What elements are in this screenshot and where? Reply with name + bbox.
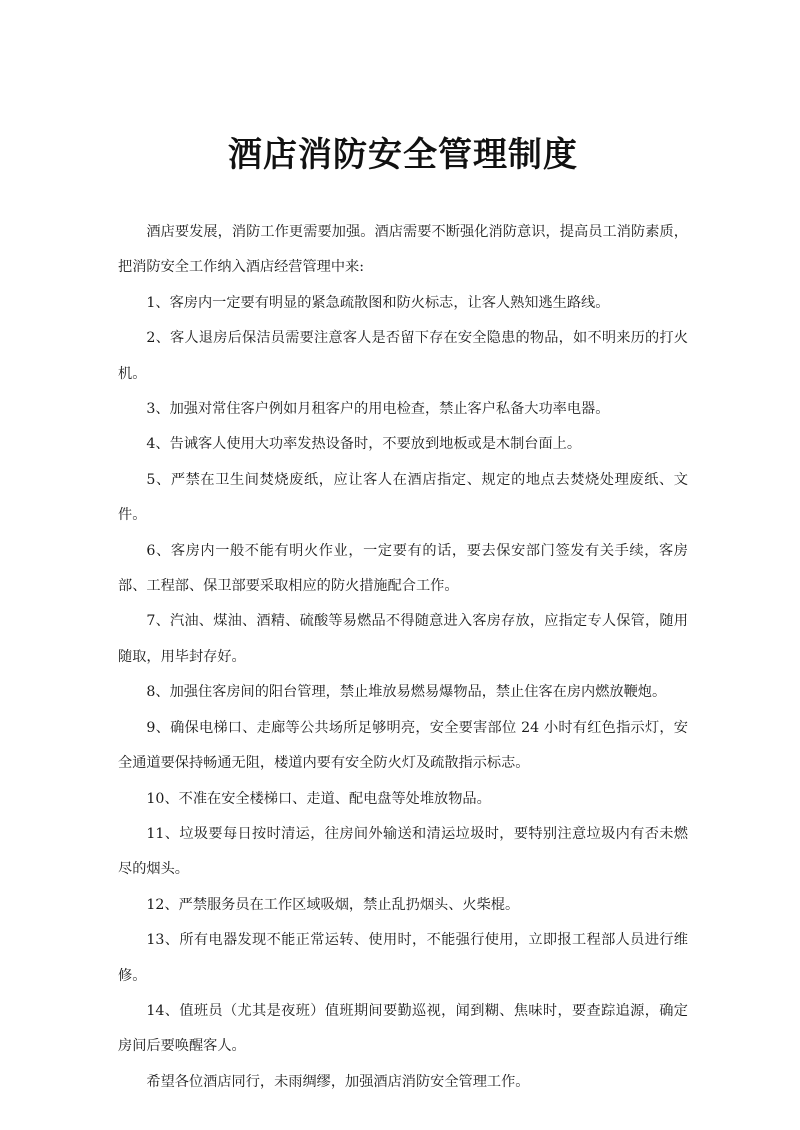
paragraph-intro: 酒店要发展，消防工作更需要加强。酒店需要不断强化消防意识，提高员工消防素质，把消防安全工作纳入酒店经营管理中来: bbox=[118, 224, 688, 276]
paragraph-item-6: 6、客房内一般不能有明火作业，一定要有的话，要去保安部门签发有关手续，客房部、工程部、保卫部要采取相应的防火措施配合工作。 bbox=[118, 542, 688, 595]
document-title: 酒店消防安全管理制度 bbox=[228, 135, 578, 175]
paragraph-item-2: 2、客人退房后保洁员需要注意客人是否留下存在安全隐患的物品，如不明来历的打火机。 bbox=[118, 330, 688, 382]
paragraph-item-14: 14、值班员（尤其是夜班）值班期间要勤巡视，闻到糊、焦味时，要查踪追源，确定房间后要唤醒客人。 bbox=[118, 1002, 688, 1055]
paragraph-item-7: 7、汽油、煤油、酒精、硫酸等易燃品不得随意进入客房存放，应指定专人保管，随用随取，用毕封存好。 bbox=[118, 613, 688, 665]
document-body bbox=[118, 215, 688, 1100]
paragraph-closing: 希望各位酒店同行，未雨绸缪，加强酒店消防安全管理工作。 bbox=[146, 1073, 530, 1090]
paragraph-item-12: 12、严禁服务员在工作区域吸烟，禁止乱扔烟头、火柴棍。 bbox=[146, 896, 520, 913]
paragraph-item-10: 10、不准在安全楼梯口、走道、配电盘等处堆放物品。 bbox=[146, 790, 491, 807]
paragraph-item-1: 1、客房内一定要有明显的紧急疏散图和防火标志，让客人熟知逃生路线。 bbox=[146, 294, 610, 311]
paragraph-item-5: 5、严禁在卫生间焚烧废纸，应让客人在酒店指定、规定的地点去焚烧处理废纸、文件。 bbox=[118, 471, 688, 524]
paragraph-item-11: 11、垃圾要每日按时清运，往房间外输送和清运垃圾时，要特别注意垃圾内有否未燃尽的烟头。 bbox=[118, 825, 688, 878]
paragraph-item-3: 3、加强对常住客户例如月租客户的用电检查，禁止客户私备大功率电器。 bbox=[146, 401, 610, 418]
paragraph-item-13: 13、所有电器发现不能正常运转、使用时，不能强行使用，立即报工程部人员进行维修。 bbox=[118, 932, 688, 984]
paragraph-item-9: 9、确保电梯口、走廊等公共场所足够明亮，安全要害部位 24 小时有红色指示灯，安全通道要保持畅通无阻，楼道内要有安全防火灯及疏散指示标志。 bbox=[118, 719, 688, 772]
paragraph-item-8: 8、加强住客房间的阳台管理，禁止堆放易燃易爆物品，禁止住客在房内燃放鞭炮。 bbox=[146, 684, 667, 701]
paragraph-item-4: 4、告诫客人使用大功率发热设备时，不要放到地板或是木制台面上。 bbox=[146, 436, 582, 453]
